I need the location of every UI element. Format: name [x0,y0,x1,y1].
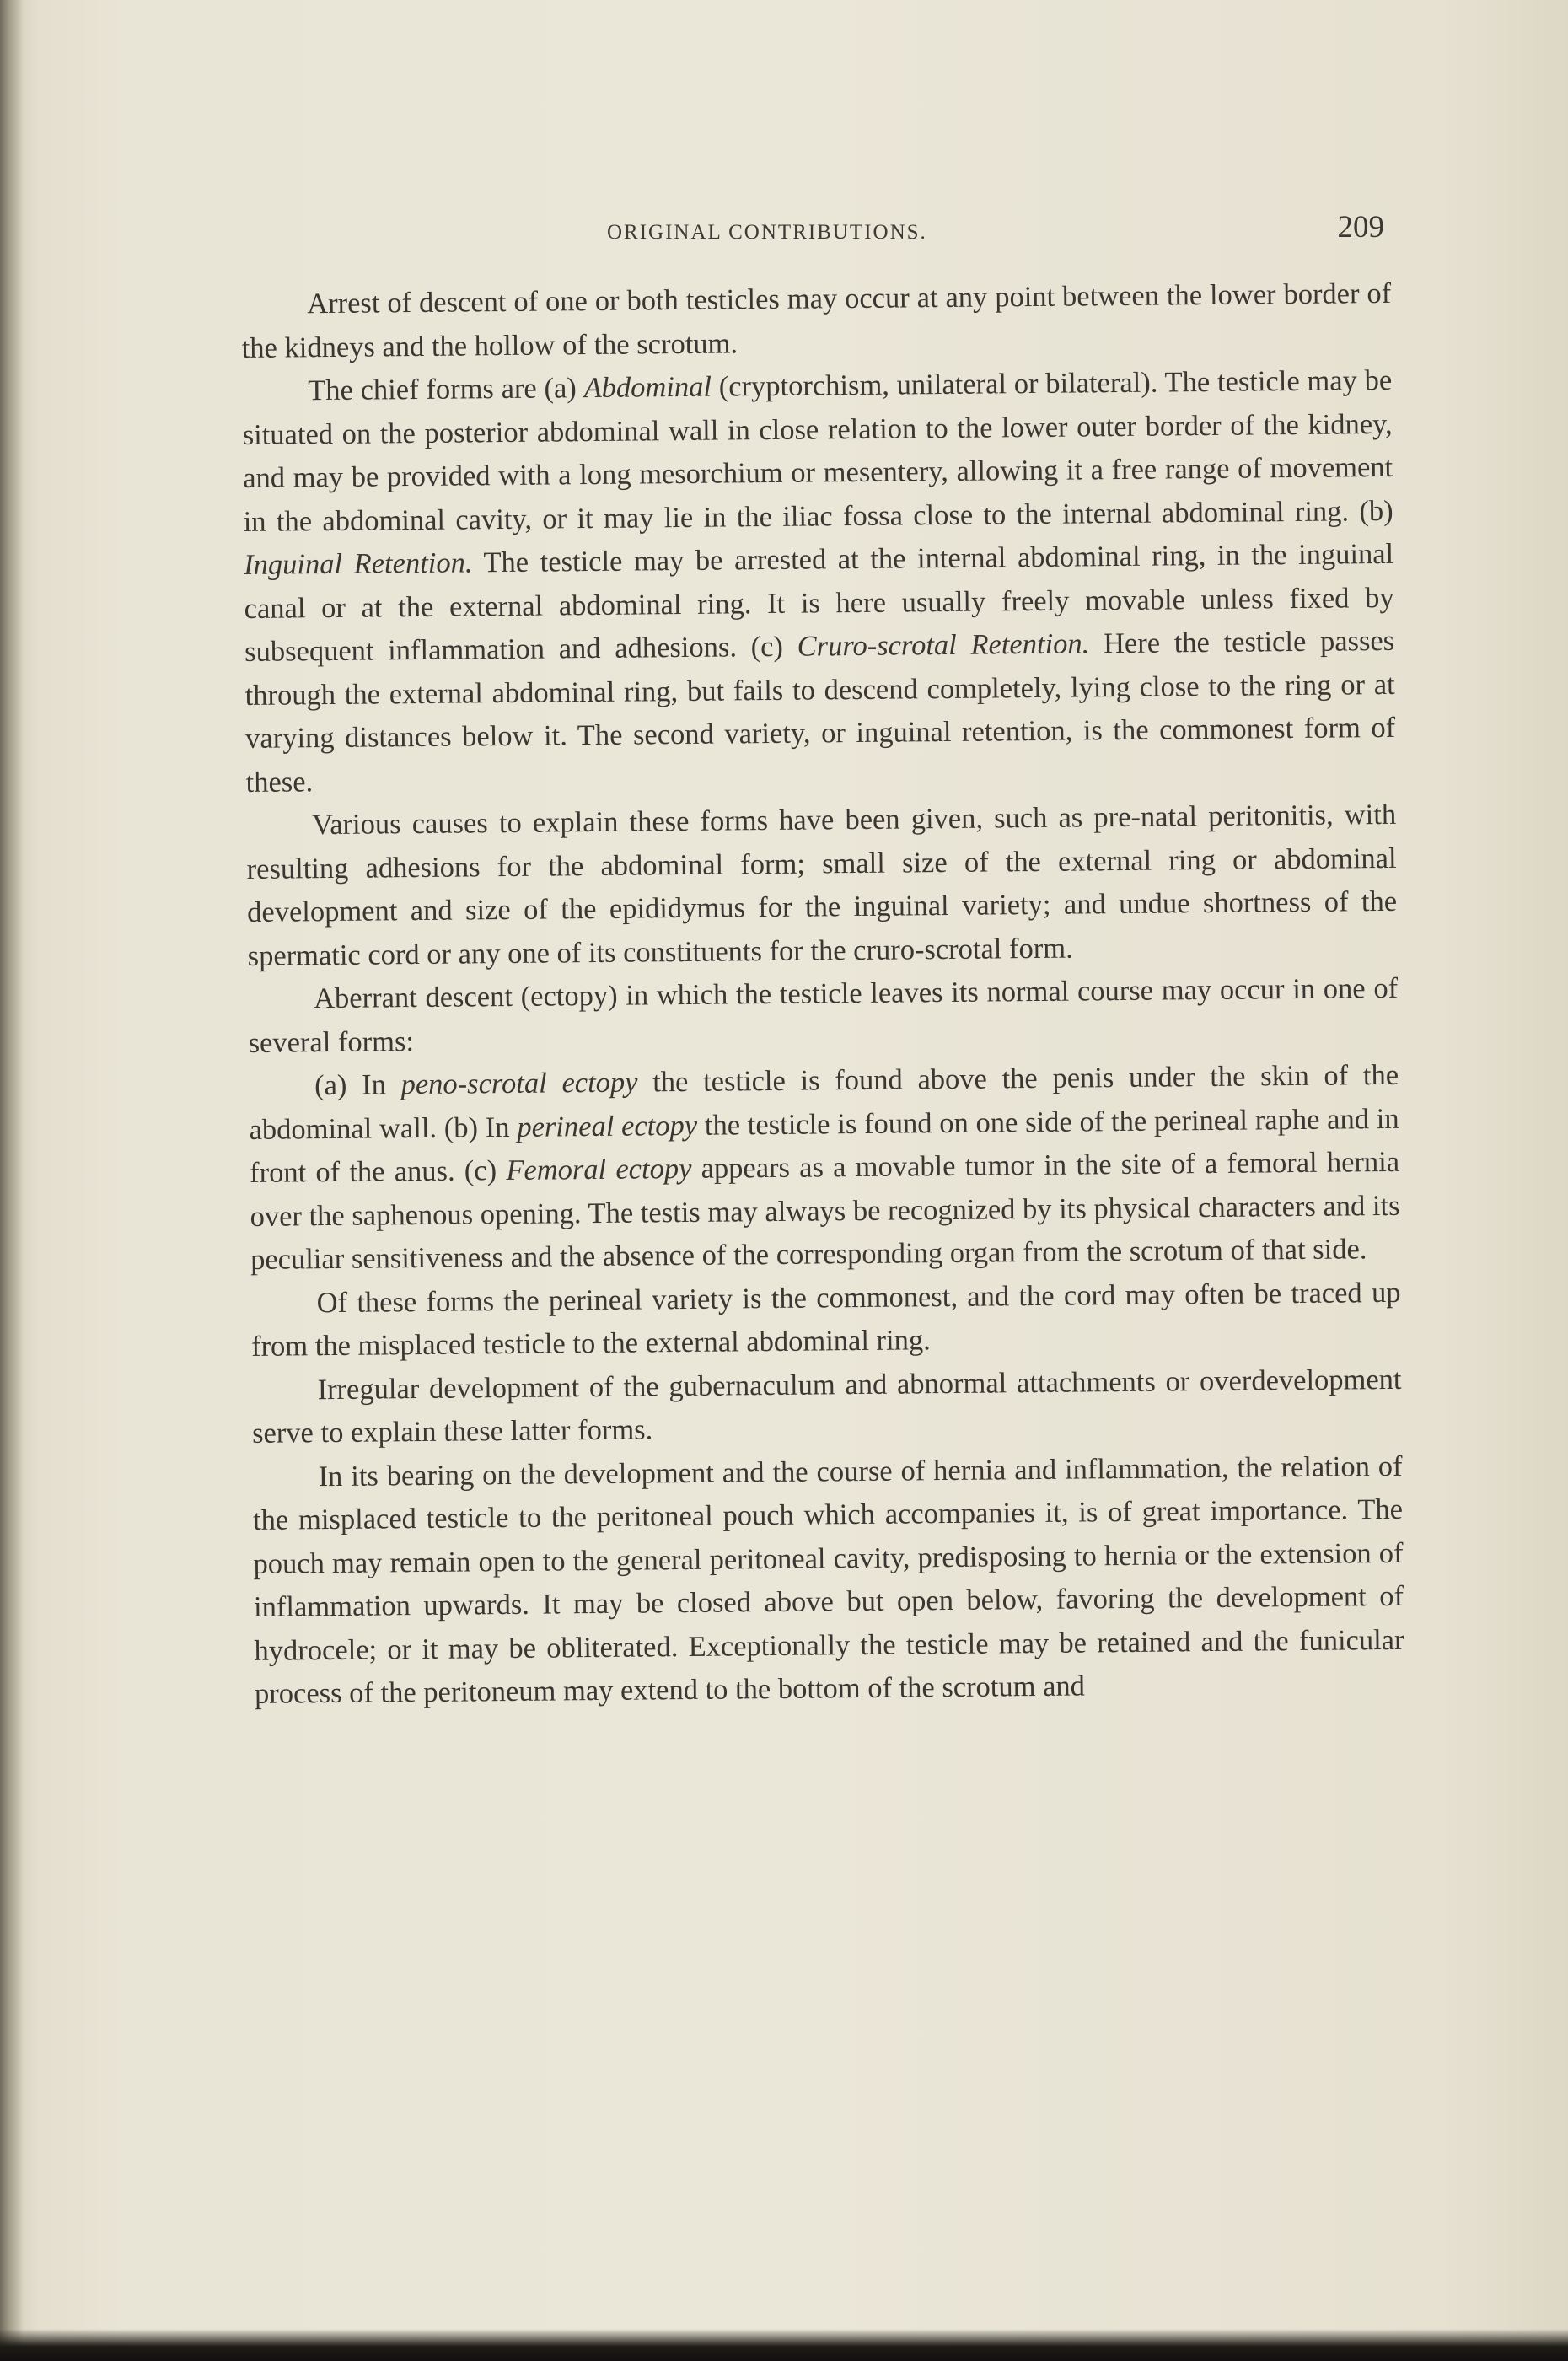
paragraph [248,967,1399,1065]
binding-shadow [0,0,24,2361]
text-run: Of these forms the perineal variety is the commonest, and the cord may often be traced up from the misplaced testicle to the external abdominal ring. [250,1276,1401,1363]
text-run: the testicle is found above the penis under the skin of the abdominal wall. (b) In [249,1058,1399,1146]
text-run: (cryptorchism, unilateral or bilateral). The testicle may be situated on the posterior abdominal wall in close relation to the lower outer border of the kidney, and may be provided with a long mesorchium or mesentery, allowing it a free range of movement in the abdominal cavity, or it may lie in the iliac fossa close to the internal abdominal ring. (b) [242,363,1393,538]
italic-term: perineal ectopy [517,1109,698,1143]
text-run: Here the testicle passes through the external abdominal ring, but fails to descend completely, lying close to the ring or at varying distances below it. The second variety, or inguinal retention, is the commonest form of these. [244,624,1396,799]
italic-term: Inguinal Retention. [244,546,473,581]
text-run: appears as a movable tumor in the site of a femoral hernia over the saphenous opening. The testis may always be recognized by its physical characters and its peculiar sensitiveness and the absence of the corresponding organ from the scrotum of that side. [250,1145,1400,1276]
italic-term: peno-scrotal ectopy [400,1066,638,1101]
paragraph [252,1444,1404,1716]
page-number: 209 [1337,210,1384,245]
paragraph [249,1054,1400,1283]
italic-term: Abdominal [583,370,712,405]
text-run: The chief forms are (a) [308,372,584,407]
running-head: ORIGINAL CONTRIBUTIONS. [607,221,927,244]
paragraph [250,1271,1401,1369]
page-bottom-edge [0,2329,1568,2361]
text-run: In its bearing on the development and the course of hernia and inflammation, the relation of the misplaced testicle to the peritoneal pouch which accompanies it, is of great importance. The pouch may remain open to the general peritoneal cavity, predisposing to hernia or the extension of inflammation upwards. It may be closed above but open below, favoring the development of hydrocele; or it may be obliterated. Exceptionally the testicle may be retained and the funicular process of the peritoneum may extend to the bottom of the scrotum and [252,1449,1404,1710]
text-run: the testicle is found on one side of the perineal raphe and in front of the anus. (c) [249,1102,1399,1189]
page-header [244,209,1384,260]
paragraph [241,272,1392,370]
body-text [241,272,1404,1717]
paragraph [251,1358,1402,1455]
text-run: Irregular development of the gubernaculum and abnormal attachments or overdevelopment serve to explain these latter forms. [251,1363,1402,1449]
italic-term: Femoral ectopy [506,1152,692,1187]
text-run: (a) In [314,1068,401,1102]
text-run: Arrest of descent of one or both testicles may occur at any point between the lower border of the kidneys and the hollow of the scrotum. [241,277,1392,364]
paragraph [242,359,1396,804]
text-run: Various causes to explain these forms have been given, such as pre-natal peritonitis, with resulting adhesions for the abdominal form; small size of the external ring or abdominal development and size of the epididymus for the inguinal variety; and undue shortness of the spermatic cord or any one of its constituents for the cruro-scrotal form. [246,798,1398,972]
text-run: Aberrant descent (ectopy) in which the testicle leaves its normal course may occur in one of several forms: [248,971,1399,1059]
italic-term: Cruro-scrotal Retention. [797,627,1090,663]
text-run: The testicle may be arrested at the internal abdominal ring, in the inguinal canal or at the external abdominal ring. It is here usually freely movable unless fixed by subsequent inflammation and adhesions. (c) [244,537,1394,668]
paragraph [246,793,1398,978]
